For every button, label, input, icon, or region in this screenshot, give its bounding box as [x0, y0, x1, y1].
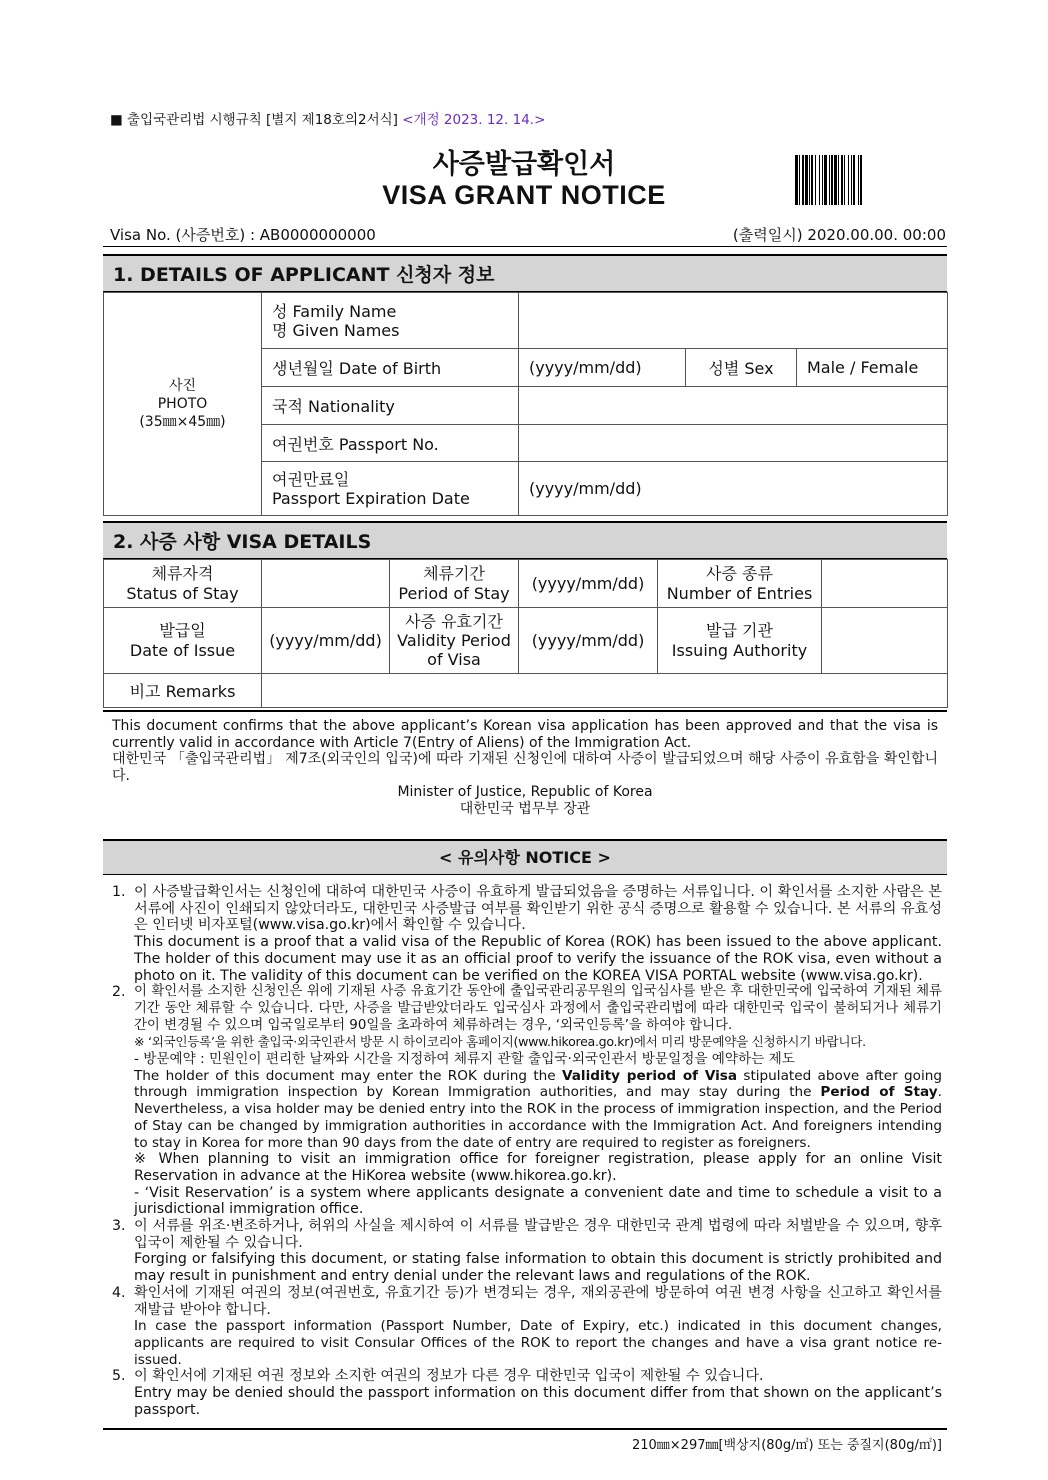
issue-timestamp: (출력일시) 2020.00.00. 00:00 — [732, 226, 946, 244]
confirmation-block — [112, 718, 938, 818]
visa-details-table — [103, 559, 948, 708]
notice-5-ko: 이 확인서에 기재된 여권 정보와 소지한 여권의 정보가 다른 경우 대한민국 입국이 제한될 수 있습니다. — [134, 1368, 764, 1385]
nationality-label: 국적 Nationality — [262, 387, 519, 425]
notice-2-en-part: stipulated above after going through immigration inspection by Korean Immigration authorities, and may stay during the — [134, 1067, 942, 1101]
title-english: VISA GRANT NOTICE — [382, 180, 666, 210]
visa-number-row — [110, 224, 946, 245]
confirmation-ko: 대한민국 「출입국관리법」 제7조(외국인의 입국)에 따라 기재된 신청인에 대하여 사증이 발급되었으며 해당 사증이 유효함을 확인합니다. — [112, 751, 938, 784]
issue-date-label-ko: 발급일 — [159, 620, 206, 640]
period-of-stay-emphasis: Period of Stay — [820, 1084, 938, 1101]
period-label-cell — [390, 560, 519, 608]
name-label-cell — [262, 293, 519, 349]
notice-1-en: This document is a proof that a valid visa of the Republic of Korea (ROK) has been issued to the above applicant. The holder of this document may use it as an official proof to verify the issuance of the ROK visa, even without a photo on it. The validity of this document can be verified on the KOREA VISA PORTAL website (www.visa.go.kr). — [134, 934, 942, 984]
given-names-label: 명 Given Names — [272, 320, 400, 340]
form-reference — [110, 108, 545, 128]
divider — [103, 246, 947, 247]
sex-value: Male / Female — [797, 349, 948, 387]
section1-header: 1. DETAILS OF APPLICANT 신청자 정보 — [103, 254, 947, 292]
notice-2-en-part: . Nevertheless, a visa holder may be denied entry into the ROK in the process of immigration inspection, and the Period of Stay can be changed by immigration authorities in accordance with the Immigration Act. And foreigners intending to stay in Korea for more than 90 days from the date of entry are required to register as foreigners. — [134, 1084, 942, 1151]
notice-item-2 — [112, 984, 942, 1218]
divider — [103, 710, 947, 712]
notice-2-ko-note: ※ ‘외국인등록’을 위한 출입국·외국인관서 방문 시 하이코리아 홈페이지(www.hikorea.go.kr)에서 미리 방문예약을 신청하시기 바랍니다. — [134, 1034, 866, 1050]
notice-number: 3. — [112, 1218, 126, 1235]
divider — [103, 1428, 947, 1430]
confirmation-en: This document confirms that the above applicant’s Korean visa application has been approved and that the visa is currently valid in accordance with Article 7(Entry of Aliens) of the Immigration Act. — [112, 718, 938, 751]
validity-period-emphasis: Validity period of Visa — [561, 1067, 738, 1084]
notice-item-5 — [112, 1368, 942, 1418]
notice-2-en-part: The holder of this document may enter the ROK during the — [134, 1067, 562, 1084]
issue-date-label-en: Date of Issue — [129, 640, 236, 660]
photo-size: (35㎜×45㎜) — [139, 414, 226, 430]
notice-number: 4. — [112, 1284, 126, 1301]
notice-5-en: Entry may be denied should the passport information on this document differ from that shown on the applicant’s passport. — [134, 1385, 942, 1418]
notice-header: < 유의사항 NOTICE > — [103, 839, 947, 875]
passport-exp-label-cell — [262, 462, 519, 516]
notice-number: 2. — [112, 984, 126, 1001]
passport-exp-value: (yyyy/mm/dd) — [519, 462, 948, 516]
paper-spec: 210㎜×297㎜[백상지(80g/㎡) 또는 중질지(80g/㎡)] — [631, 1438, 942, 1453]
authority-value — [822, 608, 948, 674]
notice-list — [112, 884, 942, 1419]
passport-exp-label-ko: 여권만료일 — [272, 469, 350, 489]
notice-number: 5. — [112, 1368, 126, 1385]
nationality-value — [519, 387, 948, 425]
barcode — [795, 155, 943, 205]
dob-value: (yyyy/mm/dd) — [519, 349, 686, 387]
notice-3-en: Forging or falsifying this document, or stating false information to obtain this document is strictly prohibited and may result in punishment and entry denial under the relevant laws and regulations of the ROK. — [134, 1251, 942, 1285]
minister-ko: 대한민국 법무부 장관 — [459, 800, 591, 817]
revision-date: <개정 2023. 12. 14.> — [402, 112, 546, 128]
entries-label-ko: 사증 종류 — [706, 563, 773, 583]
photo-cell — [104, 293, 262, 516]
issue-date-label-cell — [104, 608, 262, 674]
visa-number: Visa No. (사증번호) : AB0000000000 — [110, 226, 376, 244]
validity-label-ko: 사증 유효기간 — [405, 612, 503, 631]
notice-4-en: In case the passport information (Passport Number, Date of Expiry, etc.) indicated in this document changes, applicants are required to visit Consular Offices of the ROK to report the changes and have a visa grant notice re-issued. — [134, 1318, 942, 1368]
notice-item-1 — [112, 884, 942, 984]
notice-1-ko: 이 사증발급확인서는 신청인에 대하여 대한민국 사증이 유효하게 발급되었음을 증명하는 서류입니다. 이 확인서를 소지한 사람은 본 서류에 사진이 인쇄되지 않았더라도, 대한민국 사증발급 여부를 확인받기 위한 공식 증명으로 활용할 수 있습니다. 본 서류의 유효성은 인터넷 비자포털(www.visa.go.kr)에서 확인할 수 있습니다. — [134, 884, 942, 934]
title-korean: 사증발급확인서 — [432, 149, 616, 180]
form-ref-text: ■ 출입국관리법 시행규칙 [별지 제18호의2서식] — [110, 112, 398, 128]
validity-label-cell — [390, 608, 519, 674]
passport-no-value — [519, 425, 948, 462]
status-label-cell — [104, 560, 262, 608]
photo-label-ko: 사진 — [168, 378, 197, 394]
photo-label-en: PHOTO — [157, 396, 208, 412]
sex-label: 성별 Sex — [686, 349, 797, 387]
applicant-table — [103, 292, 948, 516]
validity-value: (yyyy/mm/dd) — [519, 608, 658, 674]
minister-en: Minister of Justice, Republic of Korea — [397, 784, 653, 801]
notice-2-en-note: ※ When planning to visit an immigration office for foreigner registration, please apply for an online Visit Reservation in advance at the HiKorea website (www.hikorea.go.kr). — [134, 1151, 942, 1184]
remarks-value — [262, 674, 948, 708]
notice-2-en-note2: - ‘Visit Reservation’ is a system where applicants designate a convenient date and time to schedule a visit to a jurisdictional immigration office. — [134, 1184, 942, 1218]
status-value — [262, 560, 390, 608]
notice-2-ko-note2: - 방문예약 : 민원인이 편리한 날짜와 시간을 지정하여 체류지 관할 출입국·외국인관서 방문일정을 예약하는 제도 — [134, 1051, 795, 1068]
entries-value — [822, 560, 948, 608]
notice-item-4 — [112, 1285, 942, 1369]
status-label-ko: 체류자격 — [151, 563, 214, 583]
notice-number: 1. — [112, 884, 126, 900]
authority-label-en: Issuing Authority — [671, 640, 808, 660]
period-label-ko: 체류기간 — [423, 563, 485, 583]
notice-2-en — [134, 1068, 942, 1152]
family-name-label: 성 Family Name — [272, 301, 397, 321]
notice-4-ko: 확인서에 기재된 여권의 정보(여권번호, 유효기간 등)가 변경되는 경우, 재외공관에 방문하여 여권 변경 사항을 신고하고 확인서를 재발급 받아야 합니다. — [134, 1284, 942, 1318]
section2-header: 2. 사증 사항 VISA DETAILS — [103, 521, 947, 559]
validity-label-en1: Validity Period — [397, 631, 511, 650]
notice-item-3 — [112, 1218, 942, 1285]
period-label-en: Period of Stay — [398, 583, 510, 603]
dob-label: 생년월일 Date of Birth — [262, 349, 519, 387]
entries-label-en: Number of Entries — [666, 583, 813, 603]
notice-3-ko: 이 서류를 위조·변조하거나, 허위의 사실을 제시하여 이 서류를 발급받은 경우 대한민국 관계 법령에 따라 처벌받을 수 있으며, 향후 입국이 제한될 수 있습니다. — [134, 1218, 942, 1251]
period-value: (yyyy/mm/dd) — [519, 560, 658, 608]
authority-label-cell — [658, 608, 822, 674]
remarks-label: 비고 Remarks — [104, 674, 262, 708]
validity-label-en2: of Visa — [427, 650, 481, 669]
entries-label-cell — [658, 560, 822, 608]
passport-exp-label-en: Passport Expiration Date — [272, 488, 470, 508]
authority-label-ko: 발급 기관 — [706, 620, 773, 640]
passport-no-label: 여권번호 Passport No. — [262, 425, 519, 462]
issue-date-value: (yyyy/mm/dd) — [262, 608, 390, 674]
notice-2-ko: 이 확인서를 소지한 신청인은 위에 기재된 사증 유효기간 동안에 출입국관리공무원의 입국심사를 받은 후 대한민국에 입국하여 기재된 체류기간 동안 체류할 수 있습니다. 다만, 사증을 발급받았더라도 입국심사 과정에서 출입국관리법에 따라 대한민국 입국이 불허되거나 체류기간이 변경될 수 있으며 입국일로부터 90일을 초과하여 체류하려는 경우, ‘외국인등록’을 하여야 합니다. — [134, 984, 942, 1033]
name-value-cell — [519, 293, 948, 349]
status-label-en: Status of Stay — [126, 583, 239, 603]
